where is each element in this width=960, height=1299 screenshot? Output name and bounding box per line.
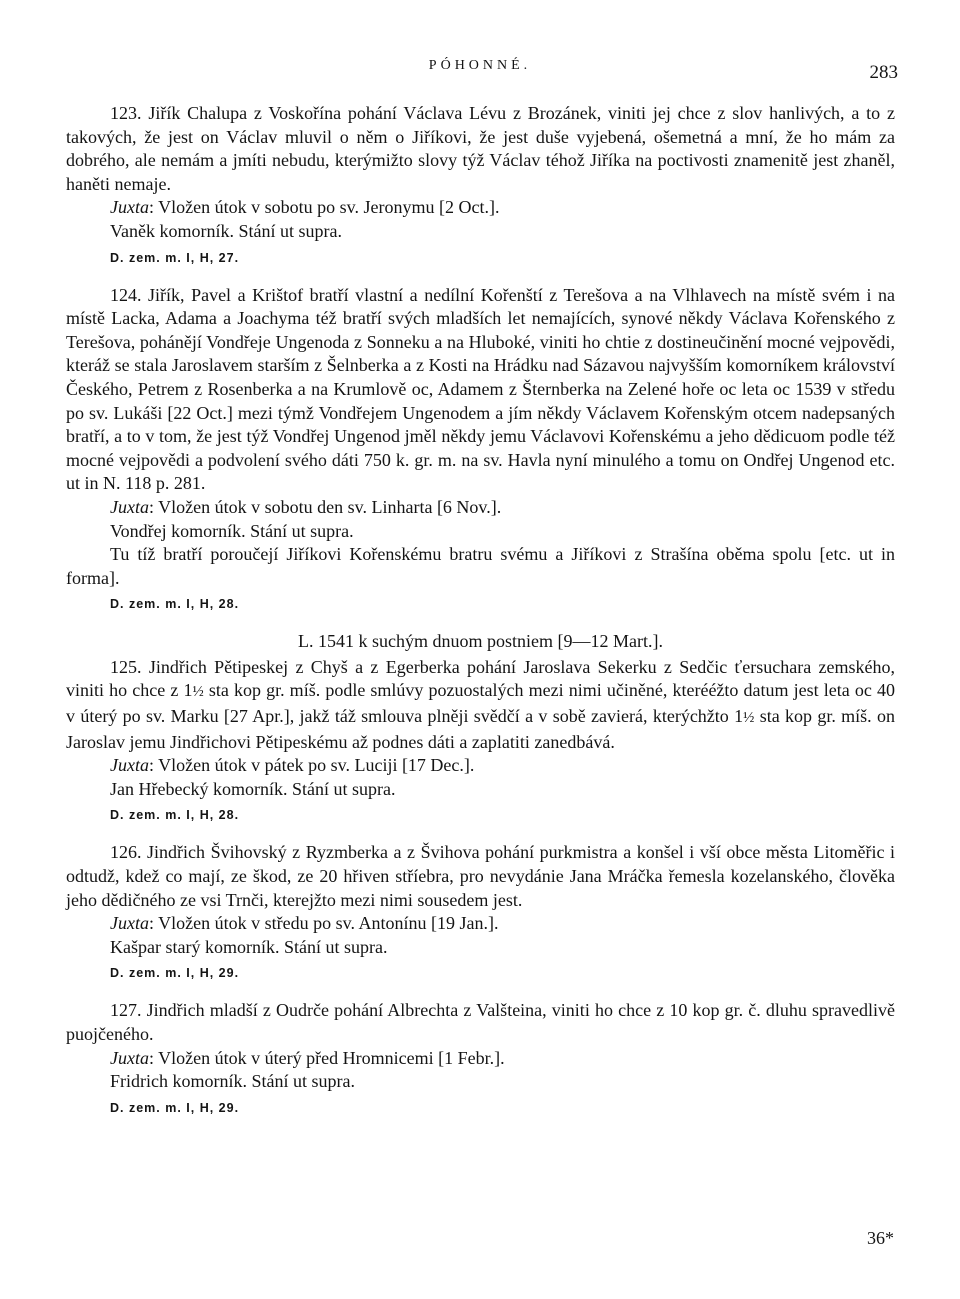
- entry-text: 123. Jiřík Chalupa z Voskořína pohání Václava Lévu z Brozánek, viniti jej chce z slov hanlivých, a to z takových, že jest on Václav mluvil o něm o Jiříkovi, že jest duše vyjebená, ošemetná a mní, že ho mám za dobrého, ale nemám a jmíti nebudu, kterýmižto slovy týž Václav téhož Jiříka na poctivosti znamenitě jest zhaněl, haněti nemaje.: [66, 103, 895, 194]
- juxta-note: [66, 912, 895, 936]
- section-heading: L. 1541 k suchým dnuom postniem [9—12 Mart.].: [298, 631, 663, 652]
- juxta-label: Juxta: [110, 913, 149, 934]
- source-reference: D. zem. m. I, H, 27.: [110, 250, 240, 265]
- juxta-text: : Vložen útok v úterý před Hromnicemi [1 Febr.].: [148, 1047, 505, 1068]
- juxta-text: : Vložen útok v pátek po sv. Luciji [17 Dec.].: [148, 755, 475, 776]
- fraction: ½: [192, 684, 204, 701]
- entry-125: [66, 656, 895, 826]
- juxta-note: [66, 754, 895, 778]
- officer-note: Vondřej komorník. Stání ut supra.: [110, 520, 354, 541]
- juxta-text: : Vložen útok v středu po sv. Antonínu [19 Jan.].: [148, 913, 499, 934]
- officer-note: Kašpar starý komorník. Stání ut supra.: [110, 936, 388, 957]
- running-head: PÓHONNÉ.: [428, 58, 532, 73]
- juxta-note: [66, 196, 895, 220]
- juxta-note: [66, 1047, 895, 1071]
- entry-text: 124. Jiřík, Pavel a Krištof bratří vlastní a nedílní Kořenští z Terešova a na Vlhlavech na místě svém i na místě Lacka, Adama a Joachyma též bratří svých mladších let nemajících, synové někdy Václava Kořenského z Terešova, pohánějí Vondřeje Ungenoda z Sonneku a na Hluboké, viniti ho chtie z dostineučinění mocné vejpovědi, kteráž se stala Jaroslavem starším z Šelnberka a z Kosti na Hrádku nad Sázavou najvyšším komorníkem království Českého, Petrem z Rosenberka a na Krumlově oc, Adamem z Šternberka na Zelené hoře oc leta oc 1539 v středu po sv. Lukáši [22 Oct.] mezi týmž Vondřejem Ungenodem a jím někdy Václavem Kořenským otcem nadepsaných bratří, a to v tom, že jest týž Vondřej Ungenod jměl někdy jemu Václavovi Kořenskému a jeho dědicuom podle též mocné vejpovědi a podvolení svého dáti 750 k. gr. m. na sv. Havla nyní minulého a tomu on Ondřej Ungenod etc. ut in N. 118 p. 281.: [66, 284, 895, 494]
- source-reference: D. zem. m. I, H, 28.: [110, 808, 240, 823]
- entry-text: 125. Jindřich Pětipeskej z Chyš a z Egerberka pohání Jaroslava Sekerku z Sedčic ťersuchara zemského, viniti ho chce z 1½ sta kop gr. míš. podle smlúvy pozuostalých mezi nimi učiněné, kterééžto datum jest leta oc 40 v úterý po sv. Marku [27 Apr.], jakž táž smlouva plněji svědčí a v sobě zavierá, kterýchžto 1½ sta kop gr. míš. on Jaroslav jemu Jindřichovi Pětipeskému až podnes dáti a zaplatiti zanedbává.: [66, 656, 895, 752]
- entry-127: [66, 999, 895, 1117]
- entry-text: 127. Jindřich mladší z Oudrče pohání Albrechta z Valšteina, viniti ho chce z 10 kop gr. č. dluhu spravedlivě puojčeného.: [66, 1000, 895, 1044]
- extra-note: Tu tíž bratří poroučejí Jiříkovi Kořenskému bratru svému a Jiříkovi z Strašína oběma spolu [etc. ut in forma].: [66, 544, 895, 588]
- officer-note: Fridrich komorník. Stání ut supra.: [110, 1071, 355, 1092]
- page-number: 283: [869, 62, 898, 83]
- body-text: [66, 102, 895, 1134]
- source-reference: D. zem. m. I, H, 28.: [110, 597, 240, 612]
- juxta-label: Juxta: [110, 496, 149, 517]
- juxta-label: Juxta: [110, 197, 149, 218]
- signature-mark: 36*: [867, 1228, 894, 1248]
- officer-note: Jan Hřebecký komorník. Stání ut supra.: [110, 778, 396, 799]
- entry-123: [66, 102, 895, 268]
- officer-note: Vaněk komorník. Stání ut supra.: [110, 220, 342, 241]
- juxta-note: [66, 496, 895, 520]
- fraction: ½: [743, 710, 755, 727]
- juxta-label: Juxta: [110, 1047, 149, 1068]
- entry-text: 126. Jindřich Švihovský z Ryzmberka a z Švihova pohání purkmistra a konšel i vší obce města Litoměřic i odtudž, kdež co mají, ze škod, ze 20 hřiven stříebra, pro nevydánie Jana Mráčka řemesla kozelanského, člověka jeho dědičného ze vsi Trnči, kterejžto mezi nimi sousedem jest.: [66, 842, 895, 910]
- juxta-text: : Vložen útok v sobotu po sv. Jeronymu [2 Oct.].: [148, 197, 500, 218]
- entry-126: [66, 841, 895, 983]
- entry-124: [66, 284, 895, 615]
- juxta-text: : Vložen útok v sobotu den sv. Linharta [6 Nov.].: [148, 496, 502, 517]
- source-reference: D. zem. m. I, H, 29.: [110, 1100, 240, 1115]
- source-reference: D. zem. m. I, H, 29.: [110, 966, 240, 981]
- juxta-label: Juxta: [110, 755, 149, 776]
